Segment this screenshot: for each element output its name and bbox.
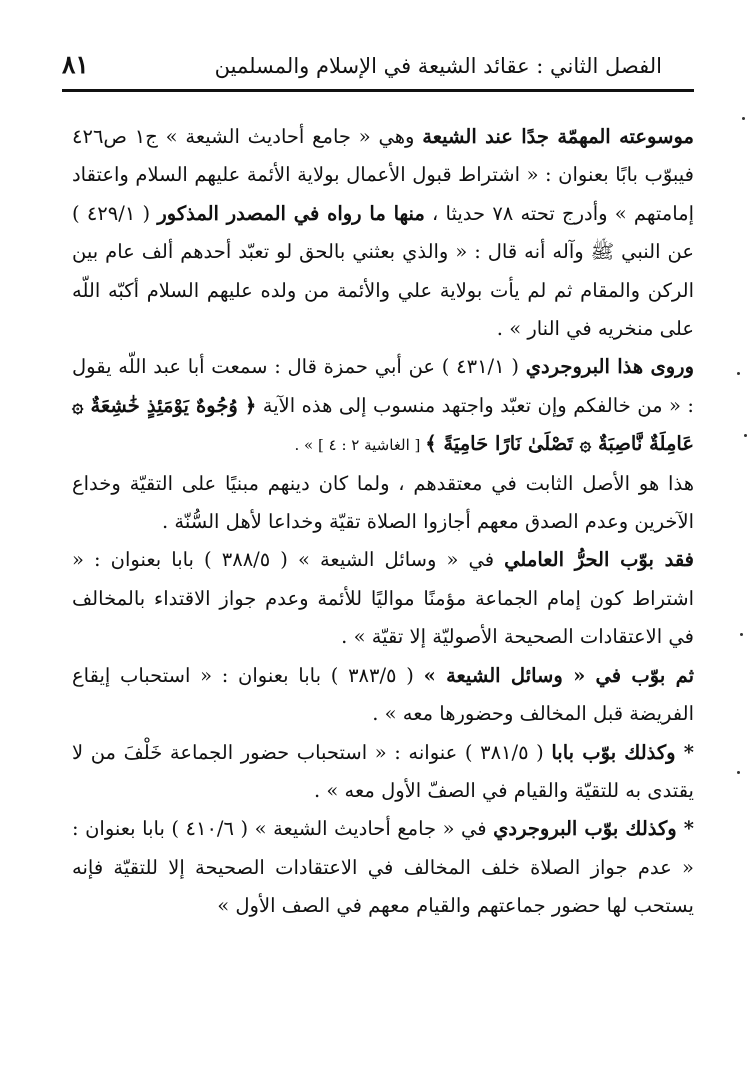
bold-text-segment: * وكذلك بوّب البروجردي xyxy=(493,817,695,841)
paragraph xyxy=(72,118,694,348)
citation-text: [ الغاشية ٢ : ٤ ] » . xyxy=(294,436,426,455)
margin-dot xyxy=(737,372,740,375)
text-segment: في « جامع أحاديث الشيعة » ( ٤١٠/٦ ) بابا بعنوان : « عدم جواز الصلاة خلف المخالف في الاعتقادات الصحيحة إلا للتقيّة فإنه يستحب لها حضور جماعتهم والقيام معهم في الصف الأول » xyxy=(72,817,694,918)
paragraph xyxy=(72,810,694,925)
page-number: ٨١ xyxy=(62,50,89,79)
bold-text-segment: * وكذلك بوّب بابا xyxy=(551,740,694,764)
margin-dot xyxy=(740,633,743,636)
bold-text-segment: فقد بوّب الحرُّ العاملي xyxy=(504,548,695,572)
paragraph xyxy=(72,657,694,734)
text-segment: وهي « جامع أحاديث الشيعة » ج١ ص٤٢٦ فيبوّب بابًا بعنوان : « اشتراط قبول الأعمال بولاية الأئمة عليهم السلام واعتقاد إمامتهم » وأدرج تحته ٧٨ حديثا ، xyxy=(72,125,694,225)
running-title: الفصل الثاني : عقائد الشيعة في الإسلام والمسلمين xyxy=(214,54,662,78)
page-header xyxy=(62,50,692,90)
paragraph xyxy=(72,348,694,464)
margin-dot xyxy=(742,117,745,120)
margin-dot xyxy=(737,771,740,774)
text-segment: في « وسائل الشيعة » ( ٣٨٨/٥ ) بابا بعنوان : « اشتراط كون إمام الجماعة مؤمنًا مواليًا للأئمة وعدم جواز الاقتداء بالمخالف في الاعتقادات الصحيحة الأصوليّة إلا تقيّة » . xyxy=(72,548,694,649)
bold-text-segment: منها ما رواه في المصدر المذكور xyxy=(157,201,425,225)
text-segment: ( ٣٨١/٥ ) عنوانه : « استحباب حضور الجماعة خَلْفَ من لا يقتدى به للتقيّة والقيام في الصفّ الأول معه » . xyxy=(72,740,694,802)
text-segment: ( ٣٨٣/٥ ) بابا بعنوان : « استحباب إيقاع الفريضة قبل المخالف وحضورها معه » . xyxy=(72,663,694,726)
bold-text-segment: ثم بوّب في « وسائل الشيعة » xyxy=(423,663,694,687)
text-segment: ( ٤٢٩/١ ) عن النبي ﷺ وآله أنه قال : « والذي بعثني بالحق لو تعبّد أحدهم ألف عام بين الركن والمقام ثم لم يأت بولاية علي والأئمة من ولده عليهم السلام أكبّه اللّه على منخريه في النار » . xyxy=(72,201,694,341)
paragraph xyxy=(72,541,694,656)
bold-text-segment: موسوعته المهمّة جدًا عند الشيعة xyxy=(422,125,694,148)
paragraph xyxy=(72,734,694,811)
paragraph xyxy=(72,465,694,542)
bold-text-segment: وروى هذا البروجردي xyxy=(525,355,694,379)
header-rule xyxy=(62,89,694,92)
margin-dot xyxy=(744,434,747,437)
text-segment: هذا هو الأصل الثابت في معتقدهم ، ولما كان دينهم مبنيًا على التقيّة وخداع الآخرين وعدم الصدق معهم أجازوا الصلاة تقيّة وخداعا لأهل السُّنّة . xyxy=(72,471,694,534)
body-text xyxy=(72,118,694,926)
bold-text-segment: ﴿ وُجُوهٌ يَوْمَئِذٍ خَٰشِعَةٌ ۞ عَامِلَةٌ نَّاصِبَةٌ ۞ تَصْلَىٰ نَارًا حَامِيَةً ﴾ xyxy=(72,393,694,456)
text-segment: ( ٤٣١/١ ) عن أبي حمزة قال : سمعت أبا عبد اللّه يقول : « من خالفكم وإن تعبّد واجتهد منسوب إلى هذه الآية xyxy=(72,355,694,417)
